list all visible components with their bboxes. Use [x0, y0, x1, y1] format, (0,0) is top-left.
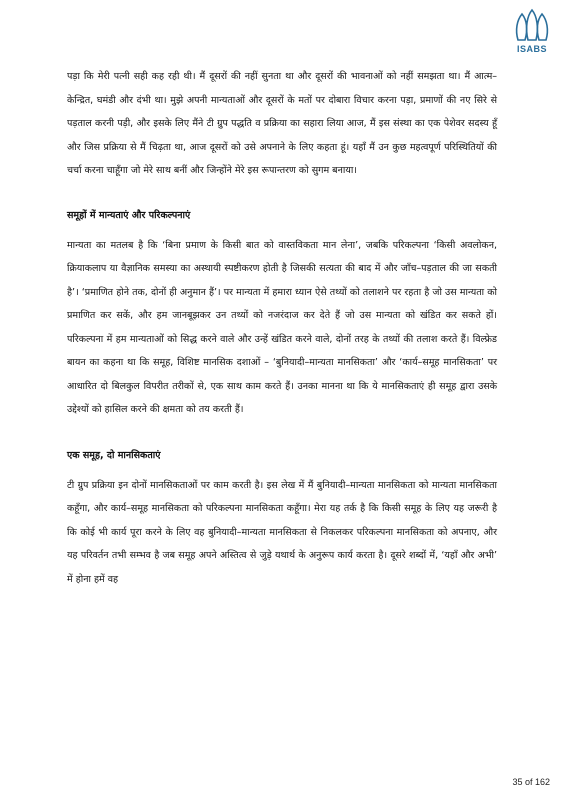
isabs-logo-mark	[513, 8, 551, 42]
document-body	[67, 65, 497, 591]
logo-text: ISABS	[516, 44, 547, 54]
isabs-logo	[511, 8, 553, 60]
page-number: 35 of 162	[512, 777, 550, 787]
section-heading-assumptions: समूहों में मान्यताएं और परिकल्पनाएं	[67, 209, 191, 221]
paragraph-group-mentalities: टी ग्रुप प्रक्रिया इन दोनों मानसिकताओं पर काम करती है। इस लेख में मैं बुनियादी–मान्यता मानसिकता को मान्यता मानसिकता कहूँगा, और कार्य–समूह मानसिकता को परिकल्पना मानसिकता कहूँगा। मेरा यह तर्क है कि किसी समूह के लिए यह जरूरी है कि कोई भी कार्य पूरा करने के लिए वह बुनियादी–मान्यता मानसिकता से निकलकर परिकल्पना मानसिकता को अपनाए, और यह परिवर्तन तभी सम्भव है जब समूह अपने अस्तित्व से जुड़े यथार्थ के अनुरूप कार्य करता है। दूसरे शब्दों में, ‘यहाँ और अभी’ में होना हमें वह	[67, 479, 497, 585]
paragraph-assumptions: मान्यता का मतलब है कि ‘बिना प्रमाण के किसी बात को वास्तविकता मान लेना’, जबकि परिकल्पना ‘किसी अवलोकन, क्रियाकलाप या वैज्ञानिक समस्या का अस्थायी स्पष्टीकरण होती है जिसकी सत्यता की बाद में और जाँच–पड़ताल की जा सकती है’। ‘प्रमाणित होने तक, दोनों ही अनुमान हैं’। पर मान्यता में हमारा ध्यान ऐसे तथ्यों को तलाशने पर रहता है जो उस मान्यता को प्रमाणित कर सकें, और हम जानबूझकर उन तथ्यों को नजरंदाज कर देते हैं जो उस मान्यता को खंडित कर सकते हों। परिकल्पना में हम मान्यताओं को सिद्ध करने वाले और उन्हें खंडित करने वाले, दोनों तरह के तथ्यों की तलाश करते हैं। विल्फ्रेड बायन का कहना था कि समूह, विशिष्ट मानसिक दशाओं – ‘बुनियादी–मान्यता मानसिकता’ और ‘कार्य–समूह मानसिकता’ पर आधारित दो बिलकुल विपरीत तरीकों से, एक साथ काम करते हैं। उनका मानना था कि ये मानसिकताएं ही समूह द्वारा उसके उद्देश्यों को हासिल करने की क्षमता को तय करती हैं।	[67, 239, 497, 415]
paragraph-intro: पड़ा कि मेरी पत्नी सही कह रही थी। मैं दूसरों की नहीं सुनता था और दूसरों की भावनाओं को नहीं समझता था। मैं आत्म–केन्द्रित, घमंडी और दंभी था। मुझे अपनी मान्यताओं और दूसरों के मतों पर दोबारा विचार करना पड़ा, प्रमाणों की नए सिरे से पड़ताल करनी पड़ी, और इसके लिए मैंने टी ग्रुप पद्धति व प्रक्रिया का सहारा लिया आज, मैं इस संस्था का एक पेशेवर सदस्य हूँ और जिस प्रक्रिया से मैं चिढ़ता था, आज दूसरों को उसे अपनाने के लिए कहता हूं। यहाँ मैं उन कुछ महत्वपूर्ण परिस्थितियों की चर्चा करना चाहूँगा जो मेरे साथ बनीं और जिन्होंने मेरे इस रूपान्तरण को सुगम बनाया।	[67, 71, 497, 176]
section-heading-group-mentalities: एक समूह, दो मानसिकताएं	[67, 449, 161, 461]
